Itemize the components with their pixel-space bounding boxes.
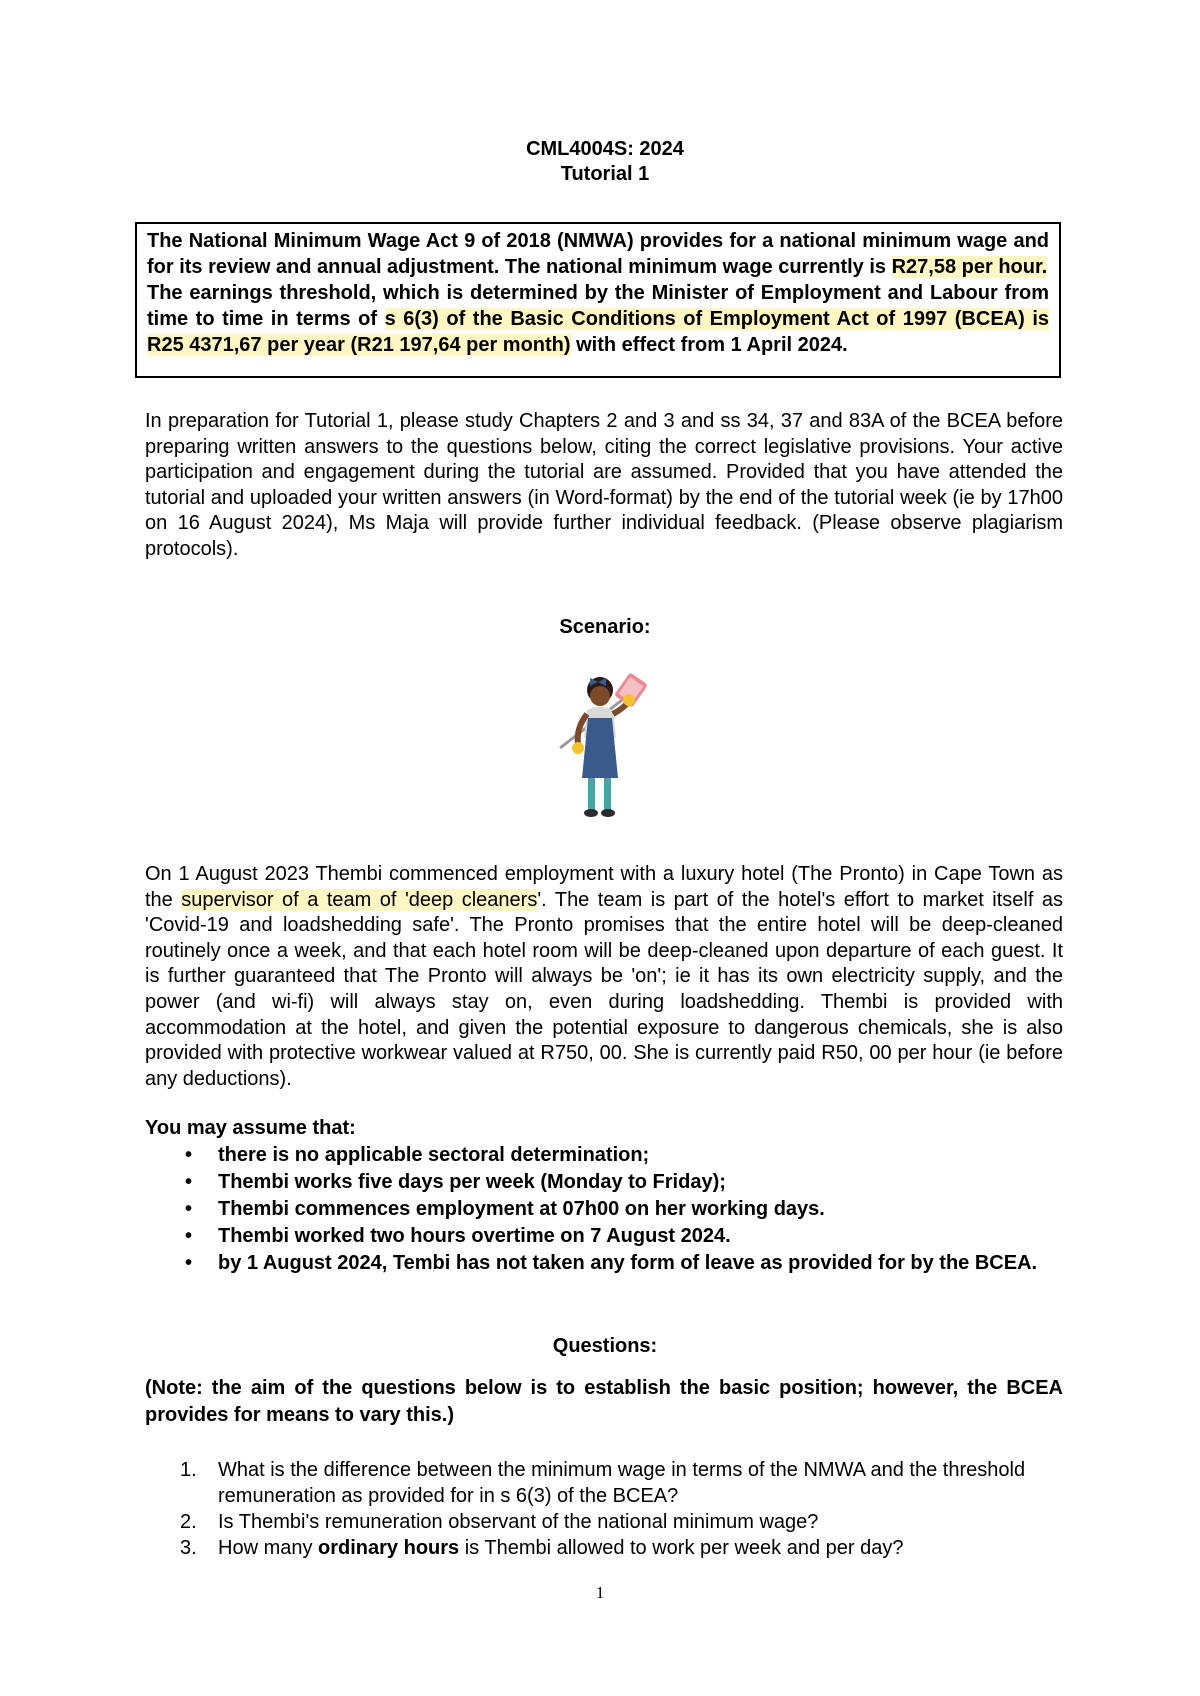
cleaner-with-mop-icon xyxy=(520,668,680,828)
minimum-wage-highlight: R27,58 per hour. xyxy=(891,256,1048,278)
question-item: 3. How many ordinary hours is Thembi allowed to work per week and per day? xyxy=(180,1537,904,1559)
supervisor-highlight: supervisor of a team of 'deep cleaners xyxy=(181,888,538,911)
course-code: CML4004S: 2024 xyxy=(526,138,684,160)
list-item: • by 1 August 2024, Tembi has not taken any form of leave as provided for by the BCEA. xyxy=(145,1250,1063,1277)
intro-paragraph: In preparation for Tutorial 1, please study Chapters 2 and 3 and ss 34, 37 and 83A of the BCEA before preparing written answers to the questions below, citing the correct legislative provisions. Your active participation and engagement during the tutorial are assumed. Provided that you have attended the tutorial and uploaded your written answers (in Word-format) by the end of the tutorial week (ie by 17h00 on 16 August 2024), Ms Maja will provide further individual feedback. (Please observe plagiarism protocols). xyxy=(145,410,1063,560)
list-item: • Thembi works five days per week (Monday to Friday); xyxy=(145,1169,1063,1196)
bullet-icon: • xyxy=(185,1144,193,1166)
question-item: 2. Is Thembi's remuneration observant of the national minimum wage? xyxy=(180,1511,819,1533)
ordinary-hours-emphasis: ordinary hours xyxy=(318,1537,460,1559)
nmwa-statement: The National Minimum Wage Act 9 of 2018 (NMWA) provides for a national minimum wage and for its review and annual adjustment. The national minimum wage currently is R27,58 per hour. xyxy=(147,230,1049,278)
bullet-icon: • xyxy=(185,1198,193,1220)
tutorial-title: Tutorial 1 xyxy=(560,163,650,185)
assumptions-heading: You may assume that: xyxy=(145,1117,356,1139)
list-item: • Thembi worked two hours overtime on 7 August 2024. xyxy=(145,1223,1063,1250)
bullet-icon: • xyxy=(185,1171,193,1193)
page-number: 1 xyxy=(595,1583,605,1602)
bullet-icon: • xyxy=(185,1252,193,1274)
wage-info-box xyxy=(135,222,1061,378)
threshold-statement: The earnings threshold, which is determined by the Minister of Employment and Labour from time to time in terms of s 6(3) of the Basic Conditions of Employment Act of 1997 (BCEA) is R25 4371,67 per year (R21 197,64 per month) with effect from 1 April 2024. xyxy=(147,282,1049,356)
list-item: • Thembi commences employment at 07h00 on her working days. xyxy=(145,1196,1063,1223)
question-item: 1. What is the difference between the minimum wage in terms of the NMWA and the threshold remuneration as provided for in s 6(3) of the BCEA? xyxy=(180,1459,1026,1507)
scenario-heading: Scenario: xyxy=(559,616,651,638)
bullet-icon: • xyxy=(185,1225,193,1247)
list-item: • there is no applicable sectoral determination; xyxy=(145,1142,1063,1169)
questions-note: (Note: the aim of the questions below is to establish the basic position; however, the BCEA provides for means to vary this.) xyxy=(145,1377,1063,1426)
questions-list xyxy=(145,1457,1063,1561)
scenario-paragraph: On 1 August 2023 Thembi commenced employment with a luxury hotel (The Pronto) in Cape Town as the supervisor of a team of 'deep cleaners'. The team is part of the hotel's effort to market itself as 'Covid-19 and loadshedding safe'. The Pronto promises that the entire hotel will be deep-cleaned routinely once a week, and that each hotel room will be deep-cleaned upon departure of each guest. It is further guaranteed that The Pronto will always be 'on'; ie it has its own electricity supply, and the power (and wi-fi) will always stay on, even during loadshedding. Thembi is provided with accommodation at the hotel, and given the potential exposure to dangerous chemicals, she is also provided with protective workwear valued at R750, 00. She is currently paid R50, 00 per hour (ie before any deductions). xyxy=(145,863,1063,1090)
threshold-highlight: s 6(3) of the Basic Conditions of Employment Act of 1997 (BCEA) is R25 4371,67 per year (R21 197,64 per month) xyxy=(147,308,1049,356)
assumptions-list xyxy=(145,1142,1063,1277)
questions-heading: Questions: xyxy=(552,1335,658,1357)
